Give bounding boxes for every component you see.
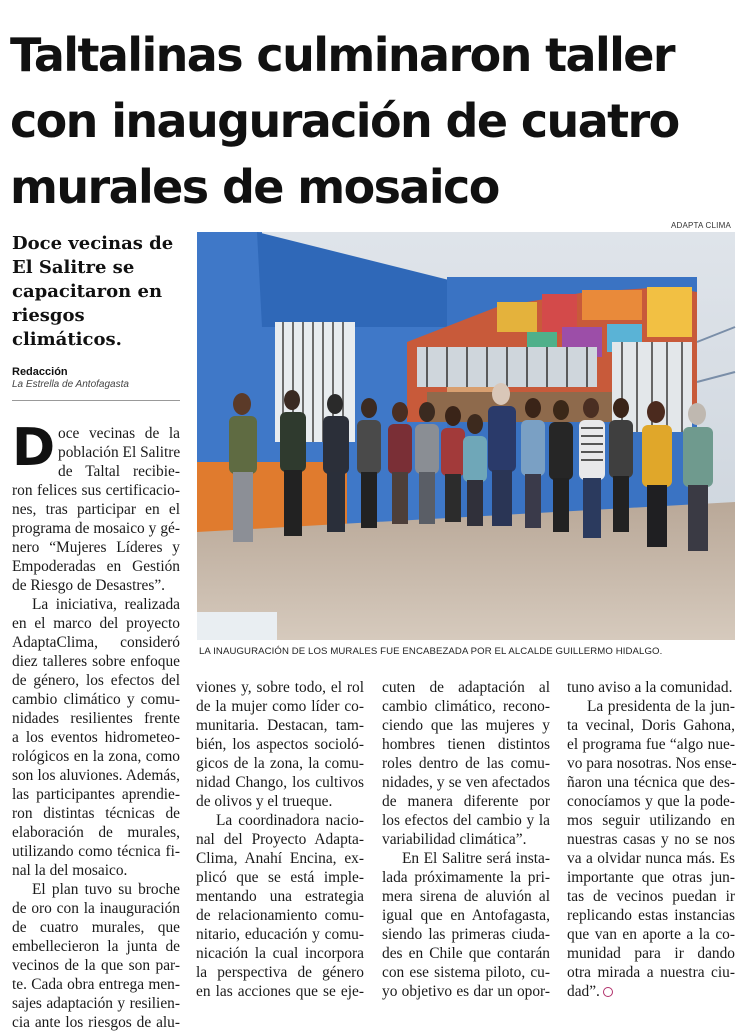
body-line: oce vecinas de la — [58, 425, 180, 442]
body-line: La iniciativa, realizada — [32, 596, 180, 613]
subhead-line: El Salitre se — [12, 257, 135, 278]
body-line: mera sirena de aluvión al — [382, 888, 550, 905]
photo-caption: LA INAUGURACIÓN DE LOS MURALES FUE ENCABEZADA POR EL ALCALDE GUILLERMO HIDALGO. — [199, 646, 663, 657]
body-line: cambio climático, recono- — [382, 698, 550, 715]
body-line: de Taltal recibie- — [58, 463, 180, 480]
article-subhead — [12, 232, 187, 352]
body-line: a los eventos hidrometeo- — [12, 729, 180, 746]
body-line: va a olvidar nunca más. Es — [567, 850, 735, 867]
body-line: variabilidad climática”. — [382, 831, 527, 848]
article-photo — [197, 232, 735, 640]
group-photo-illustration — [197, 232, 735, 640]
body-line: las participantes aprendie- — [12, 786, 180, 803]
body-line: El plan tuvo su broche — [32, 881, 180, 898]
article-column-1-body — [12, 481, 180, 1032]
body-line: mos seguir utilizando en — [567, 812, 735, 829]
body-line: yo objetivo es dar un opor- — [382, 983, 550, 1000]
article-column-4 — [567, 678, 735, 1001]
body-line: En El Salitre será insta- — [402, 850, 550, 867]
body-line: la perspectiva de género — [196, 964, 364, 981]
body-line: roles dentro de las comu- — [382, 755, 550, 772]
headline-line: con inauguración de cuatro — [10, 94, 679, 148]
body-line: en el marco del proyecto — [12, 615, 180, 632]
body-line: nero “Mujeres Líderes y — [12, 539, 180, 556]
body-line: vecinos de la que son par- — [12, 957, 180, 974]
body-line: siendo las primeras ciuda- — [382, 926, 550, 943]
body-line: nidad Chango, los cultivos — [196, 774, 364, 791]
body-line: el programa fue “algo nue- — [567, 736, 735, 753]
byline-outlet: La Estrella de Antofagasta — [12, 379, 129, 390]
body-line: cia ante los riesgos de alu- — [12, 1014, 180, 1031]
subhead-line: riesgos — [12, 305, 85, 326]
body-line: gicos de la zona, la comu- — [196, 755, 364, 772]
article-column-3 — [382, 678, 550, 1001]
body-line: cuten de adaptación al — [382, 679, 550, 696]
body-line: de relacionamiento comu- — [196, 907, 364, 924]
body-line: nuestras casas y no se nos — [567, 831, 735, 848]
body-line: nidades, y se ven afectados — [382, 774, 550, 791]
body-line: ron distintas técnicas de — [12, 805, 180, 822]
body-line: importante que otras jun- — [567, 869, 735, 886]
body-line: replicando estas instancias — [567, 907, 735, 924]
subhead-line: climáticos. — [12, 329, 122, 350]
photo-credit: ADAPTA CLIMA — [670, 221, 731, 230]
body-line: La coordinadora nacio- — [216, 812, 364, 829]
body-line: programa de mosaico y gé- — [12, 520, 180, 537]
drop-cap: D — [12, 418, 56, 478]
body-line: nal la del mosaico. — [12, 862, 128, 879]
article-column-1 — [58, 424, 180, 481]
body-line: des en Chile que contarán — [382, 945, 550, 962]
body-line: igual que en Antofagasta, — [382, 907, 550, 924]
body-line: ta vecinal, Doris Gahona, — [567, 717, 735, 734]
body-line: ñaron una técnica que des- — [567, 774, 735, 791]
body-line-final — [567, 982, 735, 1001]
article-headline — [10, 22, 735, 220]
body-line: en las acciones que se eje- — [196, 983, 364, 1000]
body-line: otra mirada a nuestra ciu- — [567, 964, 735, 981]
byline-divider — [12, 400, 180, 401]
end-of-article-icon — [603, 987, 613, 997]
body-line: nitario, educación y comu- — [196, 926, 364, 943]
body-line: AdaptaClima, consideró — [12, 634, 180, 651]
body-line: sajes adaptación y resilien- — [12, 995, 180, 1012]
body-line: de oro con la inauguración — [12, 900, 180, 917]
body-line: ron felices sus certificacio- — [12, 482, 180, 499]
body-line: nal del Proyecto Adapta- — [196, 831, 364, 848]
body-line: embellecieron la junta de — [12, 938, 180, 955]
article-column-2 — [196, 678, 364, 1001]
body-line: conocíamos y que la pode- — [567, 793, 735, 810]
body-line: munitaria. Destacan, tam- — [196, 717, 364, 734]
body-line: viones y, sobre todo, el rol — [196, 679, 364, 696]
body-line: bién, los aspectos socioló- — [196, 736, 364, 753]
body-line: Clima, Anahí Encina, ex- — [196, 850, 364, 867]
body-line: ciendo que las mujeres y — [382, 717, 550, 734]
body-line: los efectos del cambio y la — [382, 812, 550, 829]
body-line: elaboración de murales, — [12, 824, 180, 841]
byline-author: Redacción — [12, 366, 68, 378]
body-line: con ese sistema piloto, cu- — [382, 964, 550, 981]
body-line: lada próximamente la pri- — [382, 869, 550, 886]
body-line: hombres tienen distintos — [382, 736, 550, 753]
body-line: munidad para ir dando — [567, 945, 735, 962]
body-line: población El Salitre — [58, 444, 181, 461]
body-line: diez talleres sobre enfoque — [12, 653, 180, 670]
body-line: de olivos y el trueque. — [196, 793, 333, 810]
body-line: tas de vecinos puedan ir — [567, 888, 735, 905]
body-line: nes, tras participar en el — [12, 501, 180, 518]
body-line: utilizando como técnica fi- — [12, 843, 180, 860]
body-line: de cuatro murales, que — [12, 919, 180, 936]
body-line: nicación la cual incorpora — [196, 945, 364, 962]
body-line: te. Cada obra entrega men- — [12, 976, 180, 993]
headline-line: murales de mosaico — [10, 160, 499, 214]
body-line: tuno aviso a la comunidad. — [567, 679, 733, 696]
body-line: cambio climático y comu- — [12, 691, 180, 708]
body-line: dad”. — [567, 983, 600, 1000]
body-line: mentando una estrategia — [196, 888, 364, 905]
body-line: vo para nosotras. Nos ense- — [567, 755, 737, 772]
body-line: plicó que se está imple- — [196, 869, 364, 886]
body-line: que van en aporte a la co- — [567, 926, 735, 943]
body-line: rológicos en la zona, como — [12, 748, 180, 765]
subhead-line: Doce vecinas de — [12, 233, 174, 254]
body-line: Empoderadas en Gestión — [12, 558, 180, 575]
body-line: de la mujer como líder co- — [196, 698, 364, 715]
body-line: La presidenta de la jun- — [587, 698, 735, 715]
subhead-line: capacitaron en — [12, 281, 163, 302]
headline-line: Taltalinas culminaron taller — [10, 28, 674, 82]
body-line: nidades resilientes frente — [12, 710, 180, 727]
body-line: son los aluviones. Además, — [12, 767, 180, 784]
body-line: de manera diferente por — [382, 793, 550, 810]
byline — [12, 366, 187, 390]
body-line: de género, los efectos del — [12, 672, 180, 689]
body-line: de Riesgo de Desastres”. — [12, 577, 166, 594]
